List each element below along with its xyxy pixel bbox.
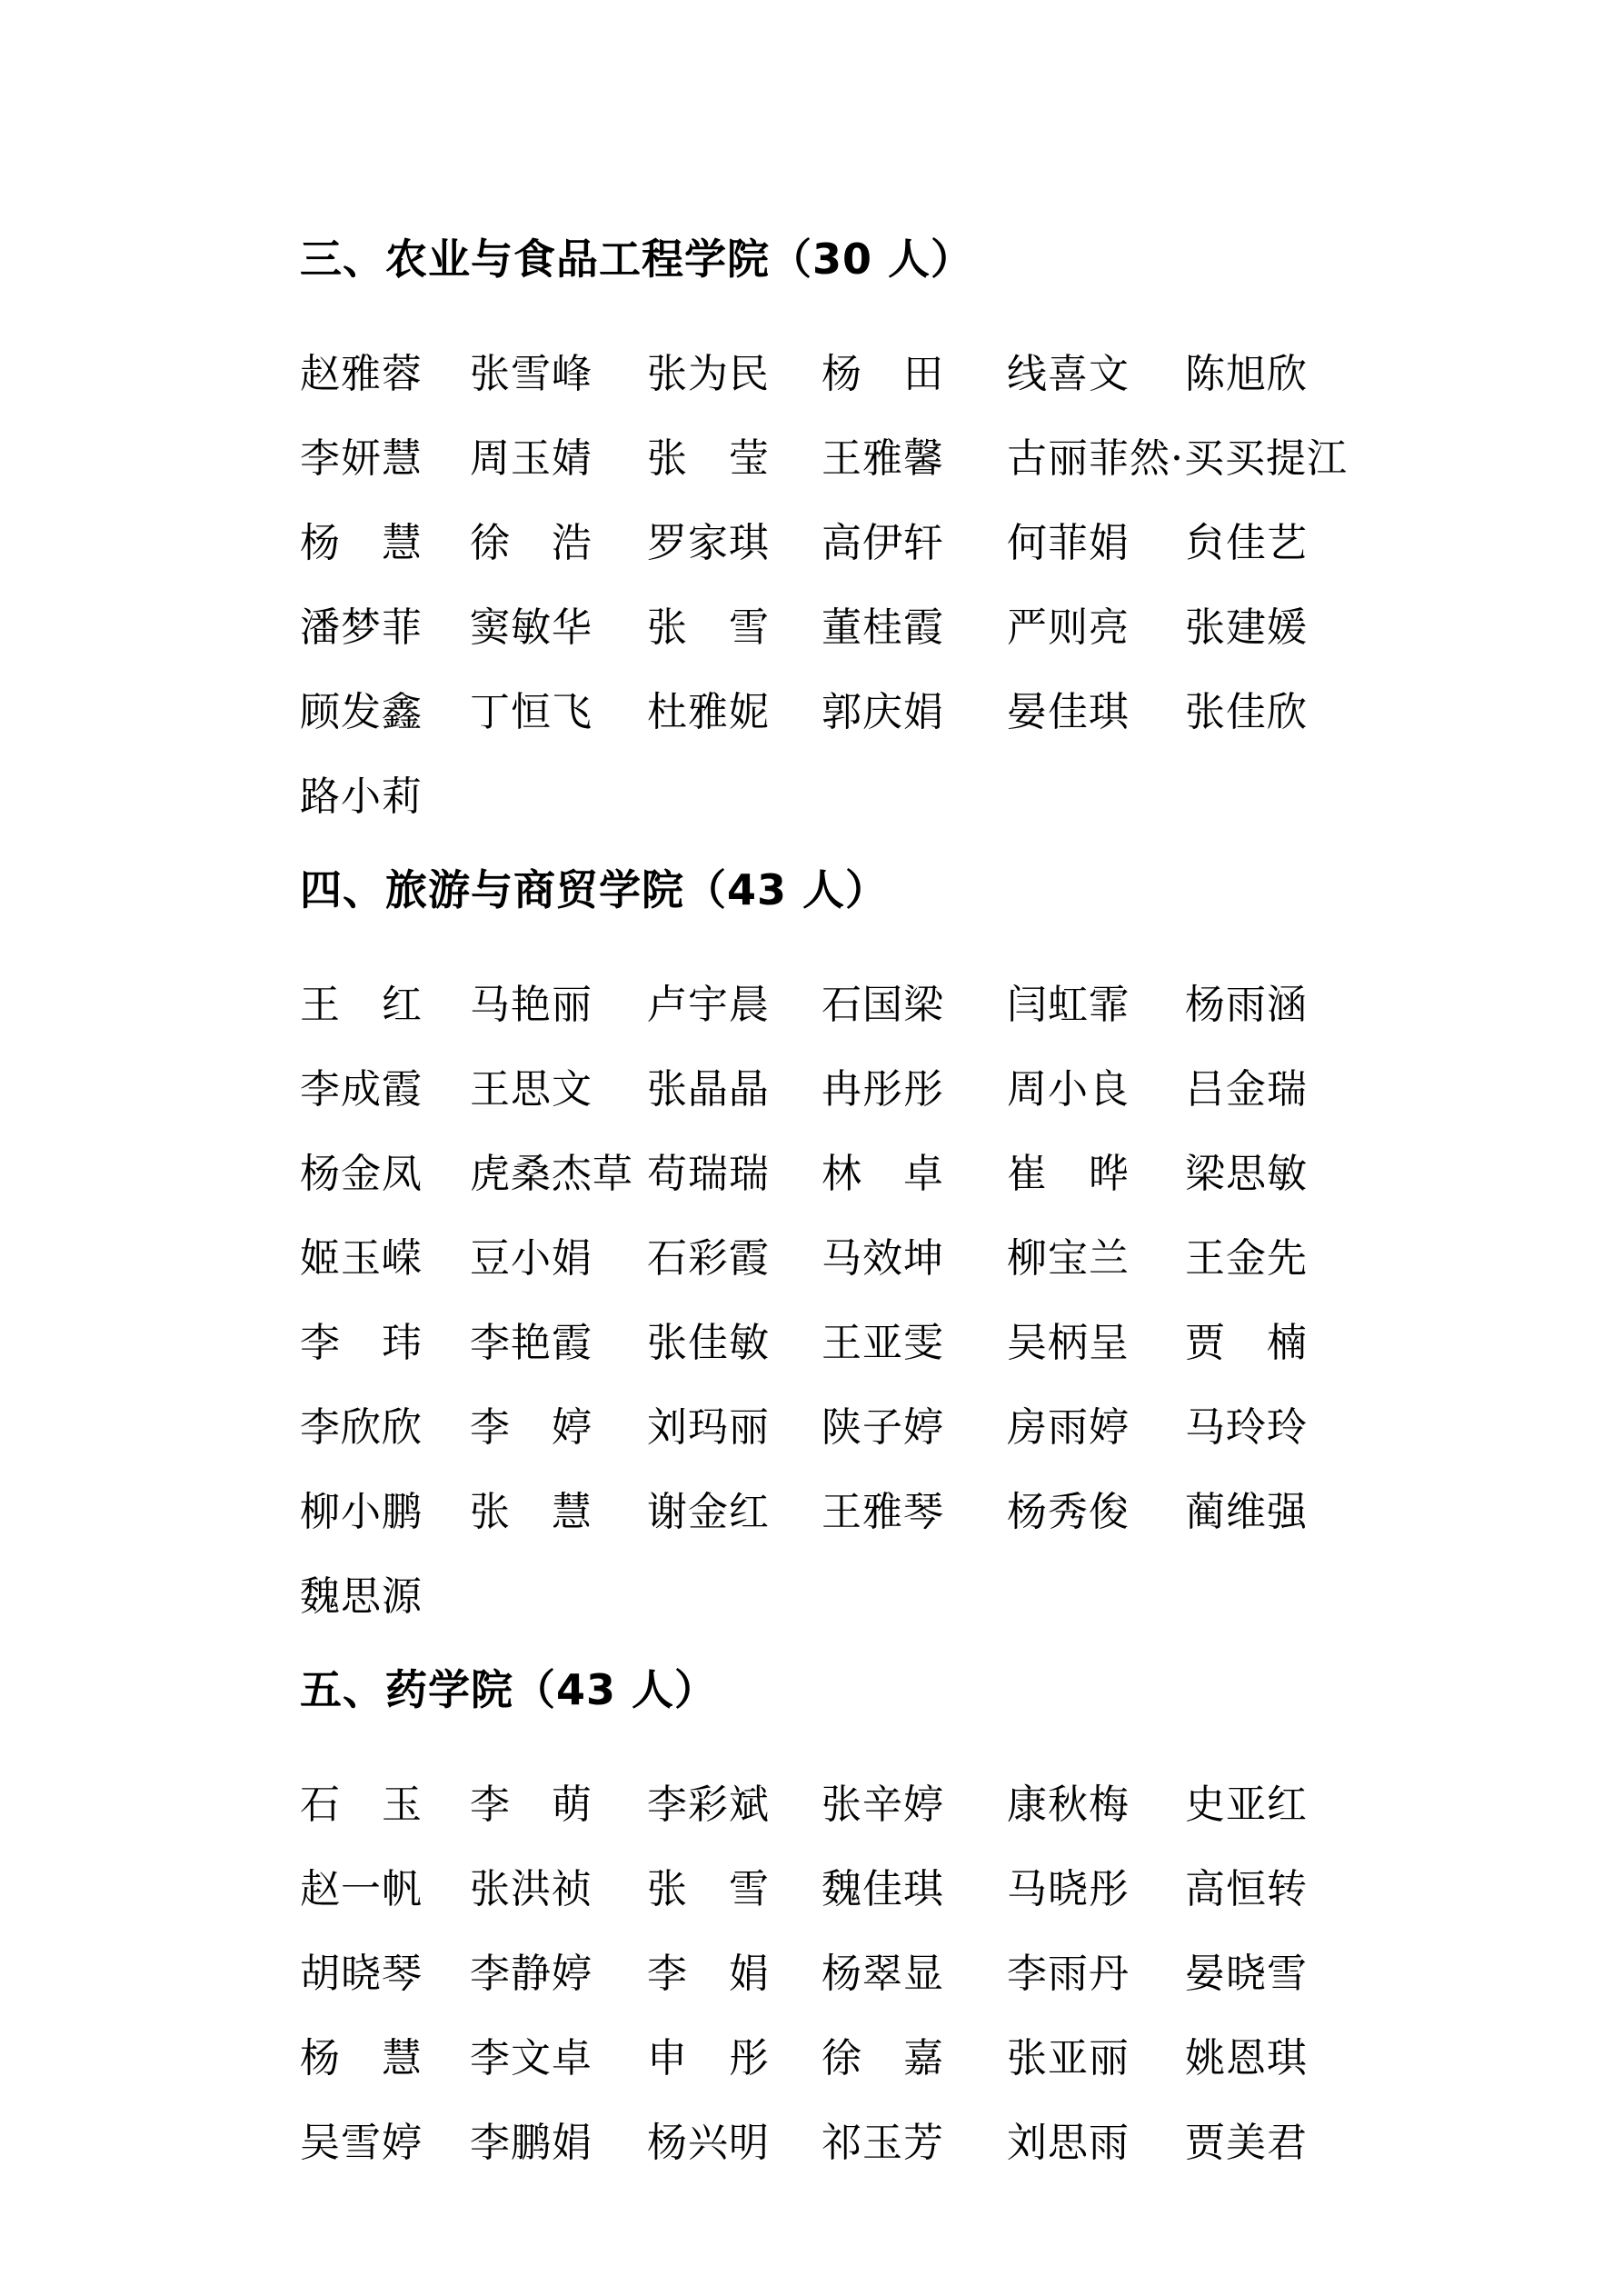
person-name: 刘玛丽 — [647, 1404, 770, 1451]
person-name: 严则亮 — [1007, 604, 1130, 651]
person-name: 张 慧 — [470, 1489, 592, 1535]
name-row — [300, 963, 1490, 1047]
person-name: 杨秀俊 — [1007, 1489, 1130, 1535]
person-name: 李雨丹 — [1007, 1951, 1130, 1997]
person-name: 张 雪 — [647, 604, 770, 651]
person-name: 贠佳艺 — [1185, 520, 1308, 566]
person-name: 史亚红 — [1185, 1782, 1308, 1828]
person-name: 张建媛 — [1185, 604, 1308, 651]
name-row — [300, 1762, 1490, 1847]
person-name: 闫虹霏 — [1007, 982, 1130, 1028]
person-name: 丁恒飞 — [470, 689, 592, 735]
name-row — [300, 1470, 1490, 1554]
person-name: 晏晓雪 — [1185, 1951, 1308, 1997]
person-name: 苟瑞瑞 — [647, 1151, 770, 1197]
person-name: 谢金红 — [647, 1489, 770, 1535]
person-name: 魏佳琪 — [821, 1866, 944, 1912]
person-name: 姬玉嵘 — [300, 1235, 423, 1282]
person-name: 蔺维强 — [1185, 1489, 1308, 1535]
person-name: 刘思雨 — [1007, 2120, 1130, 2166]
person-name: 周小良 — [1007, 1066, 1130, 1113]
person-name: 赵一帆 — [300, 1866, 423, 1912]
person-name: 姚恩琪 — [1185, 2035, 1308, 2081]
person-name: 马效坤 — [821, 1235, 944, 1282]
person-name: 杨金凤 — [300, 1151, 423, 1197]
person-name: 李 婷 — [470, 1404, 592, 1451]
person-name: 申 彤 — [647, 2035, 770, 2081]
name-row — [300, 1301, 1490, 1385]
person-name: 郭庆娟 — [821, 689, 944, 735]
person-name: 周玉婧 — [470, 435, 592, 482]
person-name: 魏思源 — [300, 1573, 423, 1620]
person-name: 罗家琪 — [647, 520, 770, 566]
person-name: 李静婷 — [470, 1951, 592, 1997]
person-name: 李成霞 — [300, 1066, 423, 1113]
person-name: 杨 慧 — [300, 520, 423, 566]
person-name: 张 莹 — [647, 435, 770, 482]
person-name: 张佳欣 — [1185, 689, 1308, 735]
name-row — [300, 754, 1490, 839]
person-name: 线喜文 — [1007, 351, 1130, 397]
person-name: 张辛婷 — [821, 1782, 944, 1828]
person-name: 王雅馨 — [821, 435, 944, 482]
person-name: 王金先 — [1185, 1235, 1308, 1282]
person-name: 卢宇晨 — [647, 982, 770, 1028]
person-name: 杨兴明 — [647, 2120, 770, 2166]
name-row — [300, 501, 1490, 585]
person-name: 窦敏华 — [470, 604, 592, 651]
name-row — [300, 1132, 1490, 1216]
person-name: 虎桑杰草 — [470, 1151, 633, 1197]
person-name: 李彩斌 — [647, 1782, 770, 1828]
person-name: 李欣欣 — [300, 1404, 423, 1451]
name-row — [300, 1047, 1490, 1132]
person-name: 张 雪 — [647, 1866, 770, 1912]
section-heading: 五、药学院（43 人） — [300, 1665, 718, 1714]
section — [300, 1662, 1490, 2185]
person-name: 马晓彤 — [1007, 1866, 1130, 1912]
name-row — [300, 2101, 1490, 2185]
person-name: 董桂霞 — [821, 604, 944, 651]
section-heading: 四、旅游与商贸学院（43 人） — [300, 865, 889, 914]
person-name: 李文卓 — [470, 2035, 592, 2081]
section — [300, 232, 1490, 839]
person-name: 徐 浩 — [470, 520, 592, 566]
person-name: 吴雪婷 — [300, 2120, 423, 2166]
person-name: 康秋梅 — [1007, 1782, 1130, 1828]
person-name: 吴柄呈 — [1007, 1320, 1130, 1366]
section-heading: 三、农业与食品工程学院（30 人） — [300, 235, 974, 284]
person-name: 陕子婷 — [821, 1404, 944, 1451]
person-name: 豆小娟 — [470, 1235, 592, 1282]
name-row — [300, 670, 1490, 754]
name-row — [300, 2016, 1490, 2101]
person-name: 徐 嘉 — [821, 2035, 944, 2081]
document-content — [300, 232, 1490, 2185]
person-name: 王思文 — [470, 1066, 592, 1113]
person-name: 张为民 — [647, 351, 770, 397]
person-name: 李 萌 — [470, 1782, 592, 1828]
person-name: 贾美君 — [1185, 2120, 1308, 2166]
person-name: 晏佳琪 — [1007, 689, 1130, 735]
name-row — [300, 1385, 1490, 1470]
name-row — [300, 585, 1490, 670]
person-name: 张亚丽 — [1007, 2035, 1130, 2081]
person-name: 王雅琴 — [821, 1489, 944, 1535]
person-name: 何菲娟 — [1007, 520, 1130, 566]
person-name: 柳小鹏 — [300, 1489, 423, 1535]
person-name: 吕金瑞 — [1185, 1066, 1308, 1113]
person-name: 李 娟 — [647, 1951, 770, 1997]
person-name: 房雨婷 — [1007, 1404, 1130, 1451]
person-name: 张晶晶 — [647, 1066, 770, 1113]
name-row — [300, 1216, 1490, 1301]
person-name: 梁思敏 — [1185, 1151, 1308, 1197]
person-name: 祁玉芳 — [821, 2120, 944, 2166]
person-name: 顾发鑫 — [300, 689, 423, 735]
person-name: 李 玮 — [300, 1320, 423, 1366]
person-name: 杨翠显 — [821, 1951, 944, 1997]
person-name: 高恒转 — [1185, 1866, 1308, 1912]
person-name: 杨 慧 — [300, 2035, 423, 2081]
person-name: 崔 晔 — [1007, 1151, 1130, 1197]
person-name: 杨 田 — [821, 351, 944, 397]
person-name: 杜雅妮 — [647, 689, 770, 735]
person-name: 胡晓琴 — [300, 1951, 423, 1997]
name-row — [300, 1932, 1490, 2016]
name-row — [300, 332, 1490, 416]
person-name: 路小莉 — [300, 774, 423, 820]
person-name: 石国梁 — [821, 982, 944, 1028]
person-name: 王亚雯 — [821, 1320, 944, 1366]
person-name: 李鹏娟 — [470, 2120, 592, 2166]
name-row — [300, 1554, 1490, 1639]
person-name: 李妍慧 — [300, 435, 423, 482]
person-name: 张雪峰 — [470, 351, 592, 397]
person-name: 贾 楠 — [1185, 1320, 1308, 1366]
person-name: 王 红 — [300, 982, 423, 1028]
person-name: 高伊轩 — [821, 520, 944, 566]
person-name: 杨雨涵 — [1185, 982, 1308, 1028]
person-name: 马玲玲 — [1185, 1404, 1308, 1451]
person-name: 石 玉 — [300, 1782, 423, 1828]
section — [300, 863, 1490, 1639]
person-name: 张佳敏 — [647, 1320, 770, 1366]
person-name: 陈旭欣 — [1185, 351, 1308, 397]
person-name: 赵雅蓉 — [300, 351, 423, 397]
person-name: 马艳丽 — [470, 982, 592, 1028]
person-name: 潘梦菲 — [300, 604, 423, 651]
name-row — [300, 416, 1490, 501]
person-name: 古丽菲然·买买提江 — [1007, 435, 1348, 482]
person-name: 林 卓 — [821, 1151, 944, 1197]
person-name: 石彩霞 — [647, 1235, 770, 1282]
person-name: 冉彤彤 — [821, 1066, 944, 1113]
person-name: 张洪祯 — [470, 1866, 592, 1912]
person-name: 李艳霞 — [470, 1320, 592, 1366]
name-row — [300, 1847, 1490, 1932]
person-name: 柳宝兰 — [1007, 1235, 1130, 1282]
